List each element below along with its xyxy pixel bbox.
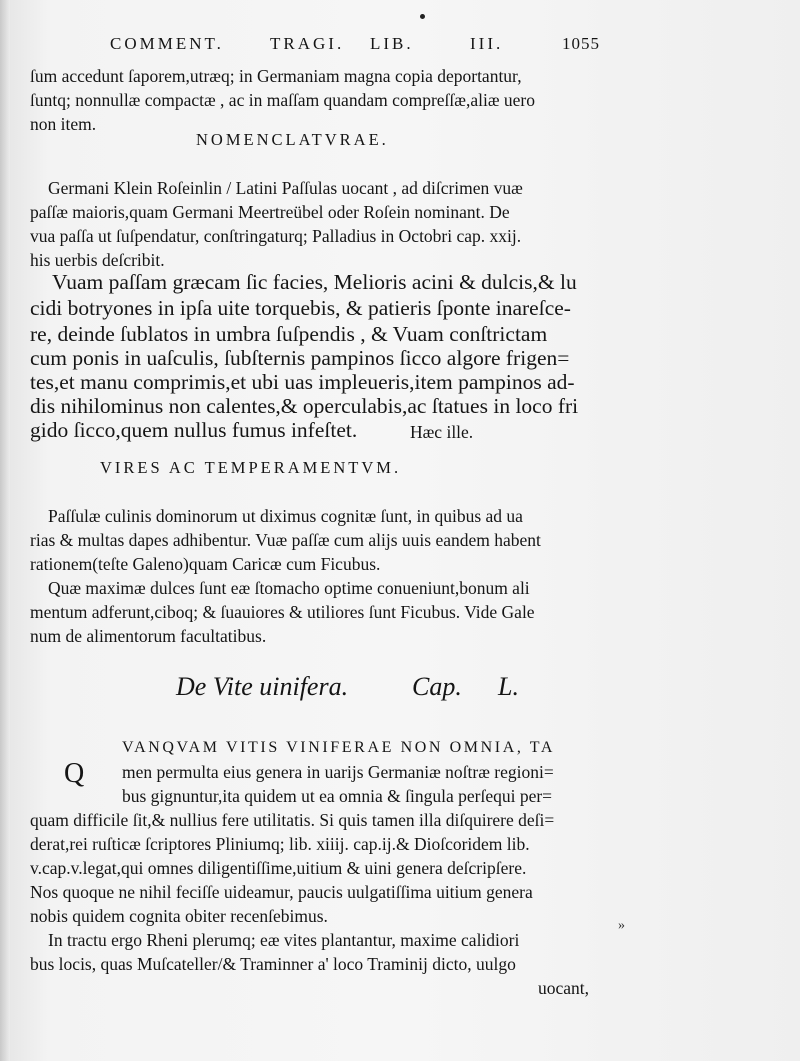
margin-mark: »: [618, 918, 625, 933]
intro-line: non item.: [30, 114, 97, 134]
quote-line: cum ponis in uaſculis, ſubſternis pampinos ſicco algore frigen=: [30, 346, 570, 370]
body-first-line: VANQVAM VITIS VINIFERAE NON OMNIA, TA: [122, 739, 556, 756]
quote-line: cidi botryones in ipſa uite torquebis, & patieris ſponte inareſce-: [30, 296, 571, 320]
heading-nomenclaturae: NOMENCLATVRAE.: [196, 130, 389, 149]
header-tragi: TRAGI.: [270, 34, 345, 53]
page-fold-shadow: [0, 0, 10, 1061]
body-line: bus gignuntur,ita quidem ut ea omnia & ſingula perſequi per=: [122, 786, 553, 806]
chapter-number: L.: [498, 672, 519, 701]
ink-dot: [420, 14, 425, 19]
haec-ille: Hæc ille.: [410, 422, 474, 442]
vires-line: num de alimentorum facultatibus.: [30, 626, 267, 646]
body-line: bus locis, quas Muſcateller/& Traminner a' loco Traminij dicto, uulgo: [30, 954, 516, 974]
page-number: 1055: [562, 34, 600, 53]
quote-line: dis nihilominus non calentes,& operculabis,ac ſtatues in loco fri: [30, 394, 579, 418]
body-line: Nos quoque ne nihil feciſſe uideamur, paucis uulgatiſſima uitium genera: [30, 882, 533, 902]
body-line: men permulta eius genera in uarijs Germaniæ noſtræ regioni=: [122, 762, 554, 782]
body-line: uocant,: [538, 978, 590, 998]
nomenclature-line: his uerbis deſcribit.: [30, 250, 165, 270]
intro-line: ſuntq; nonnullæ compactæ , ac in maſſam quandam compreſſæ,aliæ uero: [30, 90, 535, 110]
body-line: In tractu ergo Rheni plerumq; eæ vites plantantur, maxime calidiori: [48, 930, 520, 950]
chapter-title: De Vite uinifera.: [176, 672, 349, 701]
quote-line: gido ſicco,quem nullus fumus infeſtet.: [30, 418, 358, 442]
running-header: [110, 34, 630, 60]
initial-letter: Q: [64, 758, 85, 789]
body-line: v.cap.v.legat,qui omnes diligentiſſime,uitium & uini genera deſcripſere.: [30, 858, 527, 878]
vires-line: Paſſulæ culinis dominorum ut diximus cognitæ ſunt, in quibus ad ua: [48, 506, 523, 526]
quote-line: Vuam paſſam græcam ſic facies, Melioris acini & dulcis,& lu: [52, 270, 577, 294]
heading-vires: VIRES AC TEMPERAMENTVM.: [100, 458, 402, 477]
quote-line: re, deinde ſublatos in umbra ſuſpendis , & Vuam conſtrictam: [30, 322, 548, 346]
vires-line: rationem(teſte Galeno)quam Caricæ cum Ficubus.: [30, 554, 381, 574]
nomenclature-line: Germani Klein Roſeinlin / Latini Paſſulas uocant , ad diſcrimen vuæ: [48, 178, 523, 198]
vires-line: rias & multas dapes adhibentur. Vuæ paſſæ cum alijs uuis eandem habent: [30, 530, 541, 550]
vires-line: mentum adferunt,ciboq; & ſuauiores & utiliores ſunt Ficubus. Vide Gale: [30, 602, 535, 622]
quote-line: tes,et manu comprimis,et ubi uas impleueris,item pampinos ad-: [30, 370, 575, 394]
header-book: III.: [470, 34, 504, 53]
intro-line: ſum accedunt ſaporem,utræq; in Germaniam magna copia deportantur,: [30, 66, 522, 86]
header-lib: LIB.: [370, 34, 414, 53]
body-line: quam difficile ſit,& nullius fere utilitatis. Si quis tamen illa diſquirere deſi=: [30, 810, 555, 830]
header-comment: COMMENT.: [110, 34, 224, 53]
nomenclature-line: vua paſſa ut ſuſpendatur, conſtringaturq; Palladius in Octobri cap. xxij.: [30, 226, 522, 246]
body-line: derat,rei ruſticæ ſcriptores Pliniumq; lib. xiiij. cap.ij.& Dioſcoridem lib.: [30, 834, 530, 854]
vires-line: Quæ maximæ dulces ſunt eæ ſtomacho optime conueniunt,bonum ali: [48, 578, 530, 598]
chapter-cap: Cap.: [412, 672, 462, 701]
body-line: nobis quidem cognita obiter recenſebimus.: [30, 906, 328, 926]
nomenclature-line: paſſæ maioris,quam Germani Meertreübel oder Roſein nominant. De: [30, 202, 510, 222]
